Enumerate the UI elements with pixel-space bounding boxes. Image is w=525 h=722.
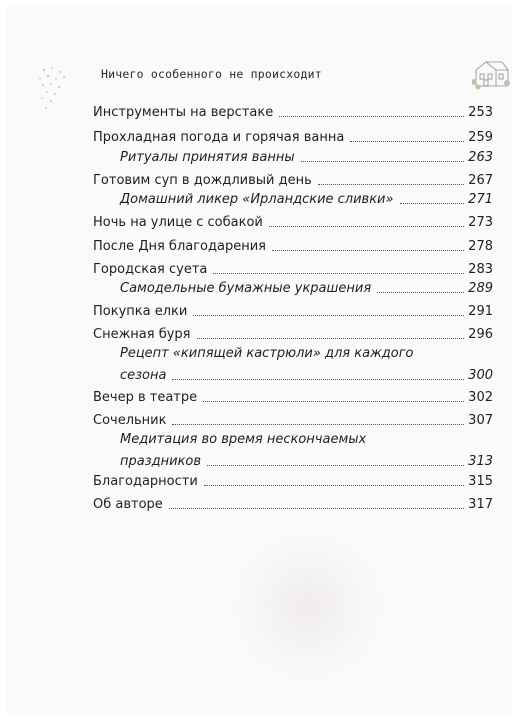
toc-entry-title: Домашний ликер «Ирландские сливки» — [120, 192, 394, 207]
toc-page-number: 283 — [468, 262, 493, 277]
dot-leader — [377, 292, 464, 293]
toc-subentry[interactable] — [120, 281, 493, 297]
toc-subentry[interactable] — [120, 432, 493, 470]
toc-entry-title: Самодельные бумажные украшения — [120, 281, 372, 296]
dot-leader — [213, 273, 464, 274]
toc-page-number: 313 — [468, 454, 493, 469]
dot-leader — [279, 116, 464, 117]
toc-entry-title-line1: Медитация во время нескончаемых — [120, 432, 367, 447]
dot-leader — [172, 379, 464, 380]
toc-entry[interactable] — [93, 130, 493, 146]
toc-subentry[interactable] — [120, 346, 493, 384]
toc-entry[interactable] — [93, 239, 493, 255]
dot-leader — [318, 184, 464, 185]
toc-entry-title: После Дня благодарения — [93, 239, 266, 254]
dot-leader — [301, 161, 465, 162]
toc-page-number: 317 — [468, 497, 493, 512]
toc-entry[interactable] — [93, 304, 493, 320]
toc-subentry[interactable] — [120, 192, 493, 208]
toc-entry-title: Готовим суп в дождливый день — [93, 173, 312, 188]
toc-page-number: 315 — [468, 474, 493, 489]
bleed-through — [228, 526, 388, 686]
toc-entry[interactable] — [93, 215, 493, 231]
toc-entry[interactable] — [93, 327, 493, 343]
toc-page-number: 302 — [468, 390, 493, 405]
dot-leader — [169, 508, 464, 509]
dot-leader — [207, 465, 464, 466]
dot-leader — [172, 424, 464, 425]
toc-page-number: 278 — [468, 239, 493, 254]
toc-entry-title-line2: сезона — [120, 368, 167, 383]
toc-entry[interactable] — [93, 474, 493, 490]
toc-page-number: 263 — [468, 150, 493, 165]
toc-entry-title-line2: праздников — [120, 454, 202, 469]
toc-page-number: 289 — [468, 281, 493, 296]
toc-page-number: 307 — [468, 413, 493, 428]
toc-page-number: 300 — [468, 368, 493, 383]
dot-leader — [400, 203, 465, 204]
toc-entry[interactable] — [93, 173, 493, 189]
running-header-title: Ничего особенного не происходит — [101, 67, 322, 81]
toc-entry-title: Ночь на улице с собакой — [93, 215, 263, 230]
toc-page-number: 259 — [468, 130, 493, 145]
dot-leader — [203, 401, 464, 402]
toc-entry-title-line1: Рецепт «кипящей кастрюли» для каждого — [120, 346, 414, 361]
toc-entry-title: Сочельник — [93, 413, 167, 428]
dot-leader — [350, 141, 464, 142]
dot-leader — [197, 338, 465, 339]
toc-entry[interactable] — [93, 390, 493, 406]
toc-entry-title: Городская суета — [93, 262, 208, 277]
toc-entry-title: Вечер в театре — [93, 390, 198, 405]
house-illustration-icon — [472, 56, 510, 90]
toc-page-number: 296 — [468, 327, 493, 342]
dot-leader — [193, 315, 464, 316]
toc-page-number: 253 — [468, 105, 493, 120]
dot-leader — [204, 485, 464, 486]
toc-entry-title: Инструменты на верстаке — [93, 105, 274, 120]
toc-entry-title: Снежная буря — [93, 327, 191, 342]
toc-page-number: 267 — [468, 173, 493, 188]
toc-page-number: 291 — [468, 304, 493, 319]
toc-entry-title: Покупка елки — [93, 304, 188, 319]
toc-entry[interactable] — [93, 413, 493, 429]
toc-entry-title: Ритуалы принятия ванны — [120, 150, 295, 165]
dot-leader — [269, 226, 464, 227]
toc-entry-title: Об авторе — [93, 497, 163, 512]
decorative-dots-icon — [34, 64, 78, 114]
toc-entry[interactable] — [93, 262, 493, 278]
toc-subentry[interactable] — [120, 150, 493, 166]
toc-entry[interactable] — [93, 105, 493, 121]
toc-entry[interactable] — [93, 497, 493, 513]
toc-page-number: 271 — [468, 192, 493, 207]
toc-entry-title: Прохладная погода и горячая ванна — [93, 130, 345, 145]
toc-entry-title: Благодарности — [93, 474, 198, 489]
toc-page-number: 273 — [468, 215, 493, 230]
dot-leader — [272, 250, 464, 251]
